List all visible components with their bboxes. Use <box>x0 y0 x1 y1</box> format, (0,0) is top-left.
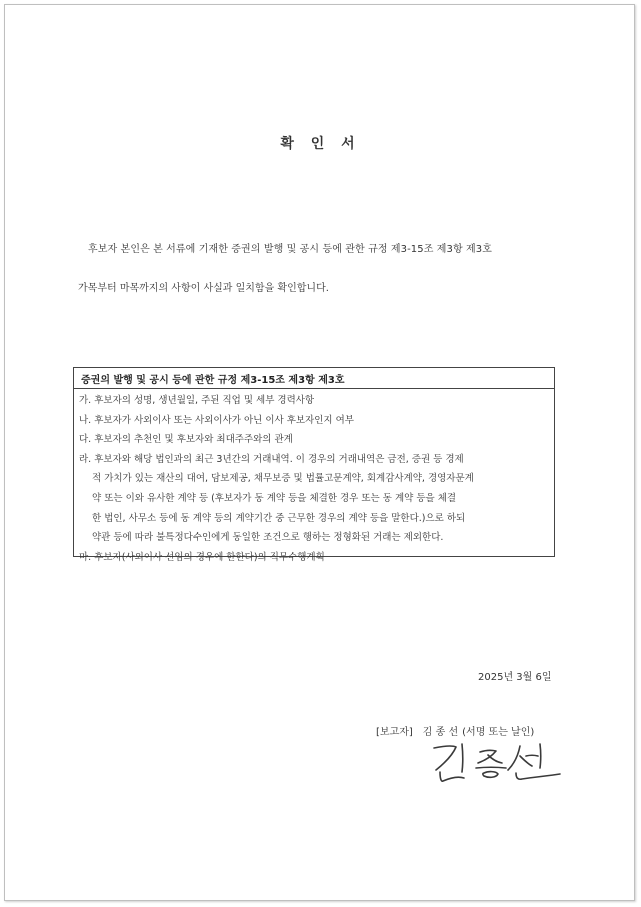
regulation-item-d-line: 약 또는 이와 유사한 계약 등 (후보자가 동 계약 등을 체결한 경우 또는 동 계약 등을 체결 <box>92 492 457 504</box>
regulation-item-d-line: 한 법인, 사무소 등에 동 계약 등의 계약기간 중 근무한 경우의 계약 등을 말한다.)으로 하되 <box>92 512 466 524</box>
confirmation-statement-line-2: 가목부터 마목까지의 사항이 사실과 일치함을 확인합니다. <box>78 283 329 294</box>
reporter-sign-note: (서명 또는 날인) <box>462 727 535 738</box>
confirmation-statement-line-1: 후보자 본인은 본 서류에 기재한 증권의 발행 및 공시 등에 관한 규정 제3-15조 제3항 제3호 <box>88 244 493 255</box>
reporter-label: [보고자] <box>376 727 413 738</box>
regulation-item-d-line: 적 가치가 있는 재산의 대여, 담보제공, 채무보증 및 법률고문계약, 회계감사계약, 경영자문계 <box>92 473 474 485</box>
regulation-box-heading: 증권의 발행 및 공시 등에 관한 규정 제3-15조 제3항 제3호 <box>74 368 554 389</box>
regulation-item-e: 마. 후보자(사외이사 선임의 경우에 한한다)의 직무수행계획 <box>79 551 325 563</box>
regulation-item-c: 다. 후보자의 추천인 및 후보자와 최대주주와의 관계 <box>79 434 293 446</box>
reporter-name: 김 종 선 <box>422 727 459 738</box>
regulation-item-d-line: 약관 등에 따라 불특정다수인에게 동일한 조건으로 행하는 정형화된 거래는 제외한다. <box>92 532 444 544</box>
regulation-box <box>73 367 555 563</box>
regulation-item-a: 가. 후보자의 성명, 생년월일, 주된 직업 및 세부 경력사항 <box>79 395 315 406</box>
regulation-item-d-line: 라. 후보자와 해당 법인과의 최근 3년간의 거래내역. 이 경우의 거래내역은 금전, 증권 등 경제 <box>79 453 464 465</box>
handwritten-signature <box>426 740 566 784</box>
document-date: 2025년 3월 6일 <box>478 672 552 683</box>
regulation-item-b: 나. 후보자가 사외이사 또는 사외이사가 아닌 이사 후보자인지 여부 <box>79 414 354 426</box>
document-title: 확 인 서 <box>280 136 361 152</box>
reporter-line <box>376 723 534 738</box>
regulation-item-list <box>74 389 554 567</box>
